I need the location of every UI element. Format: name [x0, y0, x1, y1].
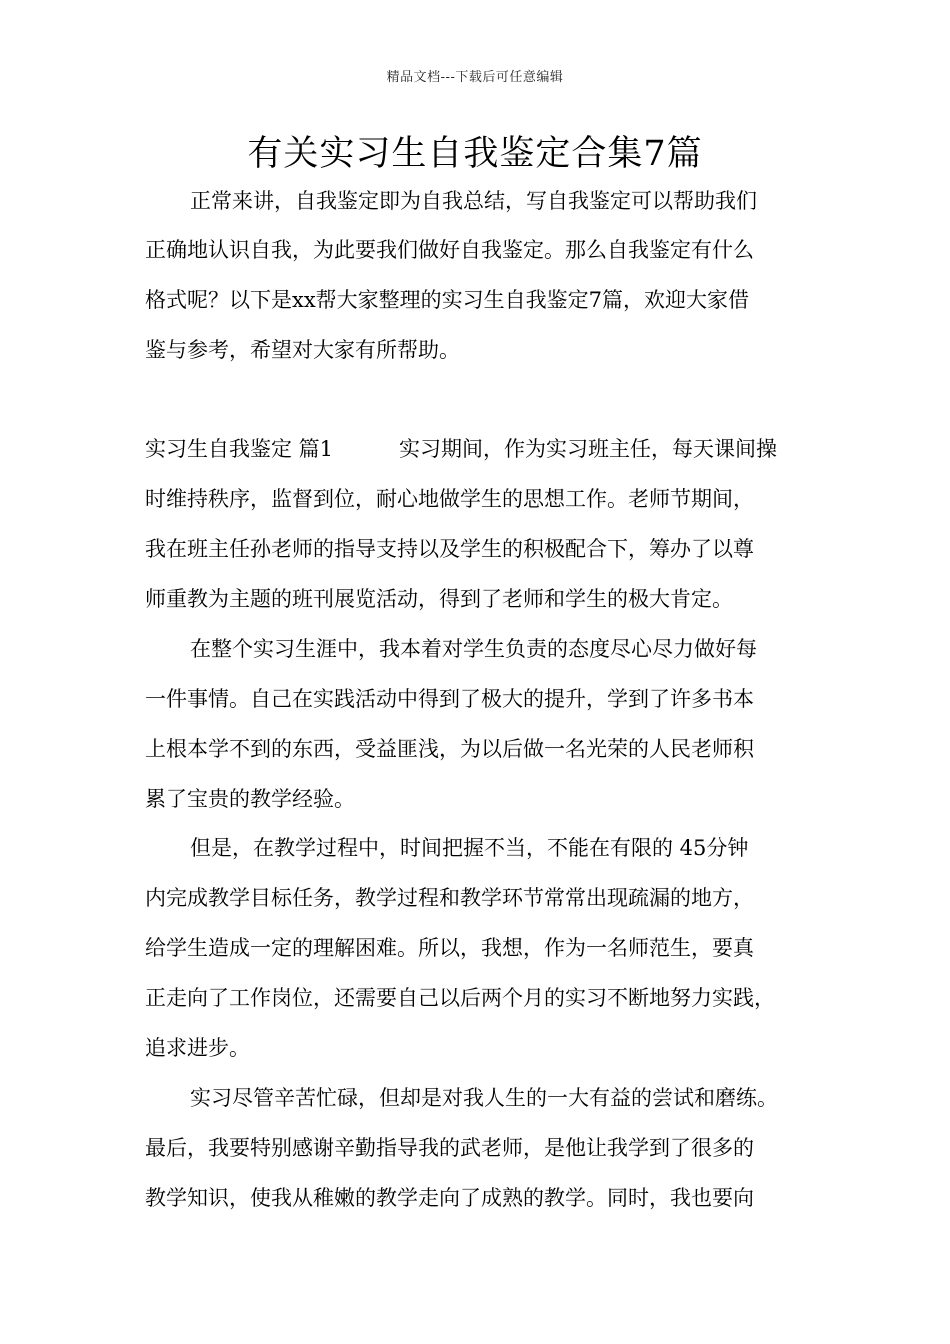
- section1-first-text: 实习期间，作为实习班主任，每天课间操: [399, 437, 777, 461]
- intro-line-2: 正确地认识自我，为此要我们做好自我鉴定。那么自我鉴定有什么: [145, 238, 754, 262]
- para3-line-1: 但是，在教学过程中，时间把握不当，不能在有限的 45分钟: [190, 836, 749, 860]
- document-title: 有关实习生自我鉴定合集7篇: [247, 134, 703, 174]
- para4-line-1: 实习尽管辛苦忙碌，但却是对我人生的一大有益的尝试和磨练。: [190, 1086, 778, 1110]
- para3-line-2: 内完成教学目标任务，教学过程和教学环节常常出现疏漏的地方，: [145, 886, 754, 910]
- para3-line-5: 追求进步。: [145, 1036, 250, 1060]
- para2-line-4: 累了宝贵的教学经验。: [145, 787, 355, 811]
- para3-line-4: 正走向了工作岗位，还需要自己以后两个月的实习不断地努力实践，: [145, 986, 775, 1010]
- section-heading: 实习生自我鉴定 篇1: [145, 437, 334, 461]
- para4-line-3: 教学知识，使我从稚嫩的教学走向了成熟的教学。同时，我也要向: [145, 1186, 754, 1210]
- section1-line-4: 师重教为主题的班刊展览活动，得到了老师和学生的极大肯定。: [145, 587, 733, 611]
- para3-line-3: 给学生造成一定的理解困难。所以，我想，作为一名师范生，要真: [145, 936, 754, 960]
- para2-line-1: 在整个实习生涯中，我本着对学生负责的态度尽心尽力做好每: [190, 637, 757, 661]
- para2-line-2: 一件事情。自己在实践活动中得到了极大的提升，学到了许多书本: [145, 687, 754, 711]
- para2-line-3: 上根本学不到的东西，受益匪浅，为以后做一名光荣的人民老师积: [145, 737, 754, 761]
- page-header: 精品文档---下载后可任意编辑: [386, 70, 564, 85]
- para4-line-2: 最后，我要特别感谢辛勤指导我的武老师，是他让我学到了很多的: [145, 1136, 754, 1160]
- section1-line-2: 时维持秩序，监督到位，耐心地做学生的思想工作。老师节期间，: [145, 487, 754, 511]
- section1-first-line: [145, 433, 825, 465]
- section1-line-3: 我在班主任孙老师的指导支持以及学生的积极配合下，筹办了以尊: [145, 537, 754, 561]
- intro-line-4: 鉴与参考，希望对大家有所帮助。: [145, 338, 460, 362]
- intro-line-1: 正常来讲，自我鉴定即为自我总结，写自我鉴定可以帮助我们: [190, 189, 757, 213]
- intro-line-3: 格式呢？以下是xx帮大家整理的实习生自我鉴定7篇，欢迎大家借: [145, 288, 750, 312]
